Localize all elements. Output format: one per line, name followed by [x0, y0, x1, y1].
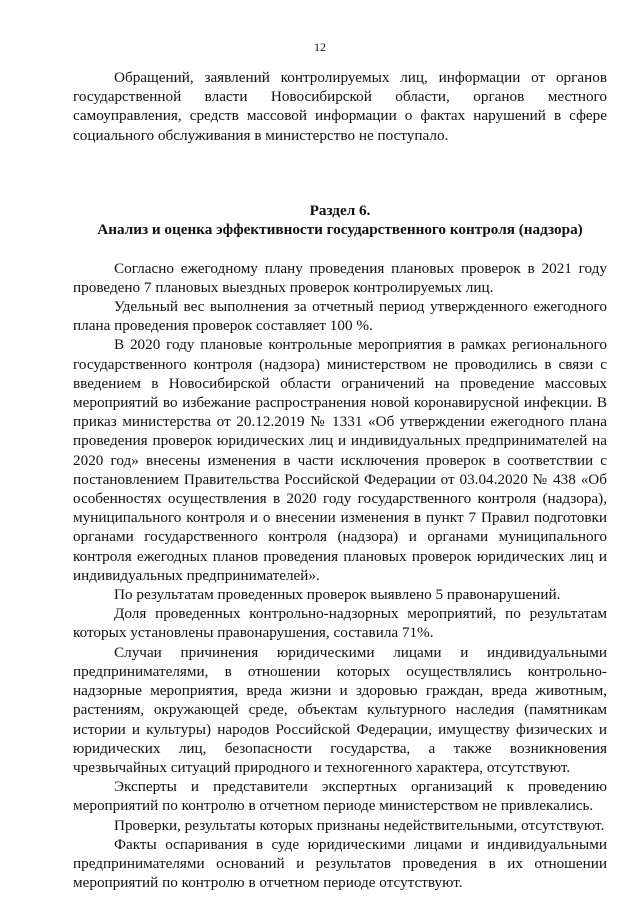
- page-number: 12: [314, 40, 326, 54]
- paragraph-planned-inspections: Согласно ежегодному плану проведения плановых проверок в 2021 году проведено 7 плановых выездных проверок контролируемых лиц.: [73, 259, 607, 296]
- paragraph-violations-share: Доля проведенных контрольно-надзорных мероприятий, по результатам которых установлены правонарушения, составила 71%.: [73, 605, 607, 642]
- section-title: Анализ и оценка эффективности государственного контроля (надзора): [97, 221, 583, 239]
- paragraph-experts: Эксперты и представители экспертных организаций к проведению мероприятий по контролю в отчетном периоде министерством не привлекались.: [73, 778, 607, 815]
- paragraph-2020-restrictions: В 2020 году плановые контрольные мероприятия в рамках регионального государственного контроля (надзора) министерством не проводились в связи с введением в Новосибирской области ограничений на проведение массовых мероприятий во избежание распространения новой коронавирусной инфекции. В приказ министерства от 20.12.2019 № 1331 «Об утверждении ежегодного плана проведения проверок юридических лиц и индивидуальных предпринимателей на 2020 год» внесены изменения в части исключения проверок в соответствии с постановлением Правительства Российской Федерации от 03.04.2020 № 438 «Об особенностях осуществления в 2020 году государственного контроля (надзора), муниципального контроля и о внесении изменения в пункт 7 Правил подготовки органами государственного контроля (надзора) и органами муниципального контроля ежегодных планов проведения плановых проверок юридических лиц и индивидуальных предпринимателей».: [73, 336, 607, 584]
- paragraph-plan-share: Удельный вес выполнения за отчетный период утвержденного ежегодного плана проведения проверок составляет 100 %.: [73, 298, 607, 335]
- paragraph-court-disputes: Факты оспаривания в суде юридическими лицами и индивидуальными предпринимателями оснований и результатов проведения в их отношении мероприятий по контролю в отчетном периоде отсутствуют.: [73, 835, 607, 892]
- page-content: [73, 68, 607, 892]
- intro-paragraph: Обращений, заявлений контролируемых лиц, информации от органов государственной власти Новосибирской области, органов местного самоуправления, средств массовой информации о фактах нарушений в сфере социального обслуживания в министерство не поступало.: [73, 69, 607, 144]
- paragraph-harm-cases: Случаи причинения юридическими лицами и индивидуальными предпринимателями, в отношении которых осуществлялись контрольно-надзорные мероприятия, вреда жизни и здоровью граждан, вреда животным, растениям, окружающей среде, объектам культурного наследия (памятникам истории и культуры) народов Российской Федерации, имуществу физических и юридических лиц, безопасности государства, а также возникновения чрезвычайных ситуаций природного и техногенного характера, отсутствуют.: [73, 643, 607, 776]
- paragraph-invalid-inspections: Проверки, результаты которых признаны недействительными, отсутствуют.: [114, 816, 605, 834]
- paragraph-violations-found: По результатам проведенных проверок выявлено 5 правонарушений.: [114, 586, 561, 604]
- section-heading: [73, 201, 607, 240]
- section-number: Раздел 6.: [309, 201, 371, 219]
